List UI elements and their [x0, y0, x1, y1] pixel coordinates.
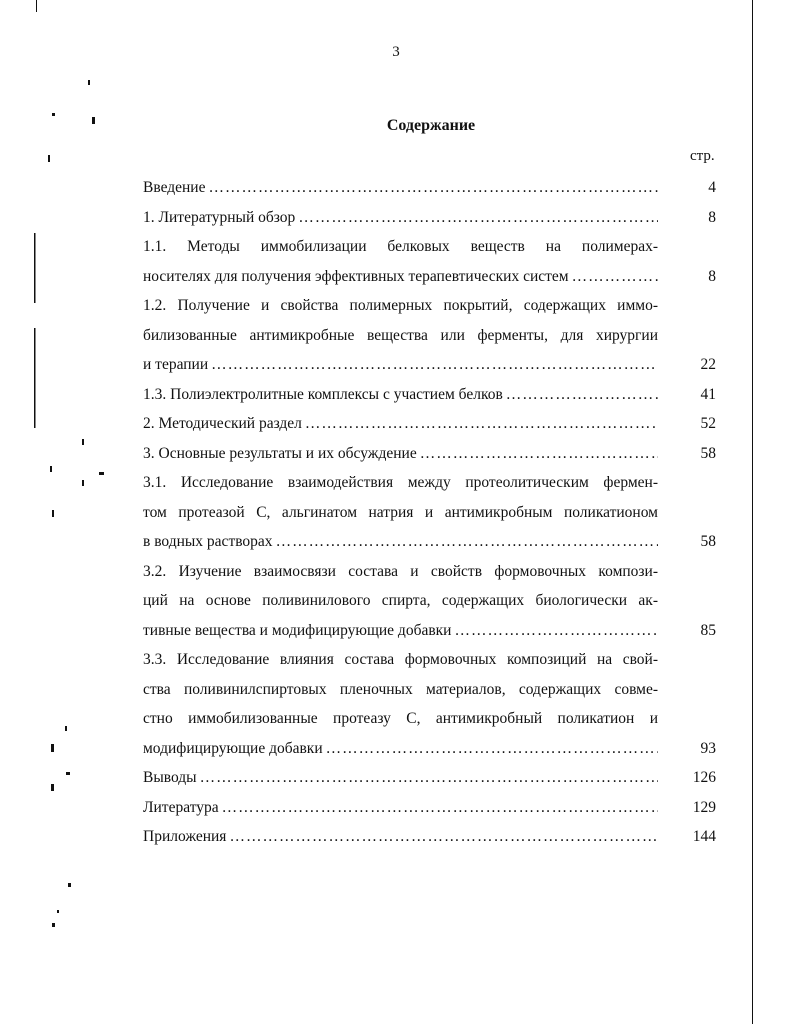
- toc-entry: [143, 763, 720, 793]
- scan-border: [752, 0, 753, 1024]
- dot-leader: [200, 763, 658, 793]
- dot-leader: [276, 527, 658, 557]
- toc-entry-title: Выводы: [143, 769, 197, 786]
- toc-entry-title: 3. Основные результаты и их обсуждение: [143, 444, 417, 462]
- toc-entry-page: 58: [700, 444, 716, 462]
- toc-entry: [143, 409, 720, 439]
- scan-speck: [51, 784, 54, 791]
- toc-entry-line: том протеазой С, альгинатом натрия и антимикробным поликатионом: [143, 503, 658, 521]
- scan-border: [36, 0, 37, 12]
- scan-speck: [52, 510, 54, 517]
- toc-entry: [143, 232, 720, 291]
- toc-entry: [143, 291, 720, 380]
- dot-leader: [454, 616, 658, 646]
- toc-entry: [143, 557, 720, 646]
- toc-entry-line: стно иммобилизованные протеазу С, антимикробный поликатион и: [143, 710, 658, 727]
- toc-entry-title: модифицирующие добавки: [143, 739, 323, 757]
- toc-entry-line: ций на основе поливинилового спирта, содержащих биологически ак-: [143, 592, 658, 609]
- toc-entry-line: ства поливинилспиртовых пленочных материалов, содержащих совме-: [143, 680, 658, 698]
- scan-speck: [88, 80, 90, 85]
- dot-leader: [211, 350, 658, 380]
- scan-speck: [48, 155, 50, 162]
- toc-entry-last-line: [143, 616, 658, 646]
- toc-entry-last-line: [143, 793, 658, 823]
- scan-speck: [68, 883, 71, 887]
- page-number: 3: [392, 44, 400, 60]
- dot-leader: [208, 173, 658, 203]
- toc-entry-page: 22: [700, 356, 716, 373]
- scan-speck: [65, 726, 67, 731]
- toc-entry: [143, 793, 720, 823]
- scan-speck: [99, 472, 104, 475]
- toc-entry-title: 2. Методический раздел: [143, 415, 302, 432]
- toc-entry-page: 4: [708, 179, 716, 196]
- toc-entry-last-line: [143, 380, 658, 410]
- page-column-label: стр.: [690, 148, 715, 164]
- toc-entry-last-line: [143, 763, 658, 793]
- toc-entry-page: 41: [700, 385, 716, 403]
- scan-speck: [82, 480, 84, 486]
- toc-entry: [143, 645, 720, 763]
- toc-entry-page: 129: [692, 798, 716, 816]
- toc-entry-page: 58: [700, 533, 716, 550]
- toc-entry-page: 144: [692, 828, 716, 845]
- scan-speck: [50, 466, 52, 472]
- scan-speck: [57, 910, 59, 913]
- toc-entry-title: и терапии: [143, 356, 209, 373]
- scan-speck: [52, 923, 55, 927]
- toc-entry-line: 1.2. Получение и свойства полимерных покрытий, содержащих иммо-: [143, 297, 658, 314]
- toc-entry-page: 8: [708, 208, 716, 226]
- toc-entry-page: 85: [700, 621, 716, 639]
- toc-entry-line: билизованные антимикробные вещества или ферменты, для хирургии: [143, 326, 658, 344]
- toc-entry-last-line: [143, 203, 658, 233]
- dot-leader: [420, 439, 658, 469]
- toc-entry-title: в водных растворах: [143, 533, 273, 550]
- dot-leader: [222, 793, 658, 823]
- toc-entry-line: 3.1. Исследование взаимодействия между протеолитическим фермен-: [143, 474, 658, 491]
- scan-speck: [51, 744, 54, 752]
- toc-entry: [143, 822, 720, 852]
- toc-entry-title: тивные вещества и модифицирующие добавки: [143, 621, 452, 639]
- dot-leader: [506, 380, 658, 410]
- toc-title: Содержание: [386, 117, 476, 134]
- scan-speck: [82, 439, 84, 445]
- toc-entry-title: Введение: [143, 179, 206, 196]
- toc-entry-last-line: [143, 734, 658, 764]
- scan-speck: [52, 113, 55, 116]
- dot-leader: [298, 203, 658, 233]
- toc-entry-line: 3.2. Изучение взаимосвязи состава и свойств формовочных компози-: [143, 562, 658, 580]
- toc-entry-last-line: [143, 439, 658, 469]
- toc-entry: [143, 468, 720, 557]
- dot-leader: [229, 822, 658, 852]
- toc-entry-page: 52: [700, 415, 716, 432]
- scan-speck: [34, 328, 36, 428]
- toc-entry-last-line: [143, 409, 658, 439]
- toc-entry-page: 93: [700, 739, 716, 757]
- toc-entry-title: носителях для получения эффективных терапевтических систем: [143, 267, 569, 285]
- toc-entry: [143, 380, 720, 410]
- toc-entry-line: 1.1. Методы иммобилизации белковых веществ на полимерах-: [143, 238, 658, 255]
- toc-entry: [143, 173, 720, 203]
- scan-speck: [66, 772, 70, 775]
- toc-entry-page: 8: [708, 267, 716, 285]
- toc-entry-last-line: [143, 262, 658, 292]
- toc-entry-title: 1.3. Полиэлектролитные комплексы с участием белков: [143, 385, 503, 403]
- scan-speck: [34, 233, 36, 303]
- toc-entry-page: 126: [692, 769, 716, 786]
- toc-entry-title: Литература: [143, 798, 219, 816]
- toc-entry: [143, 439, 720, 469]
- table-of-contents: [143, 173, 720, 852]
- toc-entry-last-line: [143, 822, 658, 852]
- dot-leader: [572, 262, 658, 292]
- dot-leader: [305, 409, 658, 439]
- toc-entry-last-line: [143, 350, 658, 380]
- toc-entry-line: 3.3. Исследование влияния состава формовочных композиций на свой-: [143, 651, 658, 668]
- toc-entry-last-line: [143, 173, 658, 203]
- toc-entry: [143, 203, 720, 233]
- toc-entry-title: Приложения: [143, 828, 227, 845]
- toc-entry-last-line: [143, 527, 658, 557]
- dot-leader: [326, 734, 658, 764]
- toc-entry-title: 1. Литературный обзор: [143, 208, 296, 226]
